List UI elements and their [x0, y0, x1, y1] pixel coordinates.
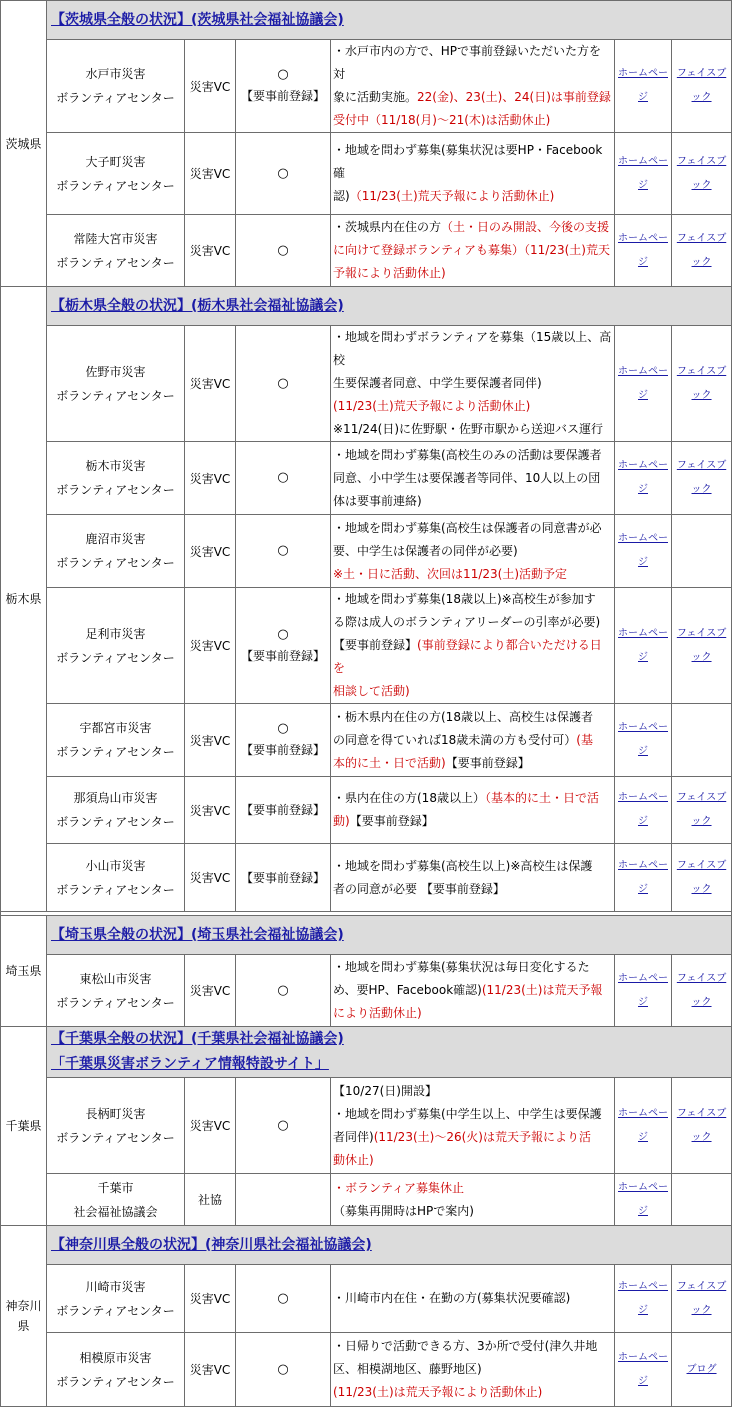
- center-name: 足利市災害 ボランティアセンター: [47, 588, 185, 704]
- registration: ○ 【要事前登録】: [236, 704, 331, 777]
- table-row: [1, 133, 732, 215]
- facebook-link[interactable]: フェイスブック: [672, 40, 732, 133]
- header-tochigi-link[interactable]: 【栃木県全般の状況】(栃木県社会福祉協議会): [51, 298, 344, 314]
- facebook-link[interactable]: フェイスブック: [672, 133, 732, 215]
- registration: ○: [236, 1333, 331, 1407]
- registration: ○ 【要事前登録】: [236, 588, 331, 704]
- facebook-link[interactable]: フェイスブック: [672, 844, 732, 912]
- center-name: 那須烏山市災害 ボランティアセンター: [47, 777, 185, 844]
- homepage-link[interactable]: ホームページ: [615, 215, 672, 287]
- center-name: 小山市災害 ボランティアセンター: [47, 844, 185, 912]
- description: ・地域を問わず募集(高校生以上)※高校生は保護 者の同意が必要 【要事前登録】: [331, 844, 615, 912]
- homepage-link[interactable]: ホームページ: [615, 40, 672, 133]
- center-name: 相模原市災害 ボランティアセンター: [47, 1333, 185, 1407]
- registration: ○: [236, 215, 331, 287]
- table-row: [1, 844, 732, 912]
- center-type: 災害VC: [185, 326, 236, 442]
- center-type: 社協: [185, 1174, 236, 1226]
- registration: ○: [236, 326, 331, 442]
- homepage-link[interactable]: ホームページ: [615, 1265, 672, 1333]
- prefecture-chiba: 千葉県: [1, 1027, 47, 1226]
- center-name: 宇都宮市災害 ボランティアセンター: [47, 704, 185, 777]
- description: ・地域を問わず募集(高校生は保護者の同意書が必 要、中学生は保護者の同伴が必要) ※土・日に活動、次回は11/23(土)活動予定: [331, 515, 615, 588]
- facebook-empty: [672, 1174, 732, 1226]
- table-row: [1, 704, 732, 777]
- header-saitama: [47, 916, 732, 955]
- table-row: [1, 40, 732, 133]
- header-chiba: [47, 1027, 732, 1078]
- center-name: 長柄町災害 ボランティアセンター: [47, 1078, 185, 1174]
- table-row: [1, 777, 732, 844]
- description: ・栃木県内在住の方(18歳以上、高校生は保護者 の同意を得ていれば18歳未満の方も受付可）(基 本的に土・日で活動)【要事前登録】: [331, 704, 615, 777]
- facebook-link[interactable]: フェイスブック: [672, 1078, 732, 1174]
- homepage-link[interactable]: ホームページ: [615, 515, 672, 588]
- center-name: 鹿沼市災害 ボランティアセンター: [47, 515, 185, 588]
- header-saitama-link[interactable]: 【埼玉県全般の状況】(埼玉県社会福祉協議会): [51, 927, 344, 943]
- registration: ○: [236, 133, 331, 215]
- prefecture-tochigi: 栃木県: [1, 287, 47, 912]
- center-name: 常陸大宮市災害 ボランティアセンター: [47, 215, 185, 287]
- facebook-link[interactable]: フェイスブック: [672, 777, 732, 844]
- description: ・地域を問わず募集(募集状況は毎日変化するた め、要HP、Facebook確認)(11/23(土)は荒天予報 により活動休止): [331, 955, 615, 1027]
- description: ・ボランティア募集休止 （募集再開時はHPで案内): [331, 1174, 615, 1226]
- description: 【10/27(日)開設】 ・地域を問わず募集(中学生以上、中学生は要保護 者同伴)(11/23(土)～26(火)は荒天予報により活 動休止): [331, 1078, 615, 1174]
- facebook-link[interactable]: フェイスブック: [672, 326, 732, 442]
- header-chiba-link[interactable]: 【千葉県全般の状況】(千葉県社会福祉協議会): [51, 1031, 344, 1047]
- homepage-link[interactable]: ホームページ: [615, 1078, 672, 1174]
- center-type: 災害VC: [185, 955, 236, 1027]
- homepage-link[interactable]: ホームページ: [615, 442, 672, 515]
- facebook-link[interactable]: フェイスブック: [672, 442, 732, 515]
- center-type: 災害VC: [185, 442, 236, 515]
- description: ・日帰りで活動できる方、3か所で受付(津久井地 区、相模湖地区、藤野地区) (11/23(土)は荒天予報により活動休止): [331, 1333, 615, 1407]
- blog-link[interactable]: ブログ: [672, 1333, 732, 1407]
- homepage-link[interactable]: ホームページ: [615, 955, 672, 1027]
- registration: ○: [236, 442, 331, 515]
- registration: 【要事前登録】: [236, 844, 331, 912]
- table-row: [1, 442, 732, 515]
- facebook-link[interactable]: フェイスブック: [672, 215, 732, 287]
- center-type: 災害VC: [185, 515, 236, 588]
- center-name: 川崎市災害 ボランティアセンター: [47, 1265, 185, 1333]
- homepage-link[interactable]: ホームページ: [615, 326, 672, 442]
- facebook-link[interactable]: フェイスブック: [672, 1265, 732, 1333]
- center-type: 災害VC: [185, 844, 236, 912]
- homepage-link[interactable]: ホームページ: [615, 588, 672, 704]
- center-type: 災害VC: [185, 1078, 236, 1174]
- table-row: [1, 215, 732, 287]
- prefecture-saitama: 埼玉県: [1, 916, 47, 1027]
- center-type: 災害VC: [185, 133, 236, 215]
- registration: [236, 1174, 331, 1226]
- description: ・地域を問わず募集(募集状況は要HP・Facebook確 認)（11/23(土)荒天予報により活動休止): [331, 133, 615, 215]
- header-ibaraki-link[interactable]: 【茨城県全般の状況】(茨城県社会福祉協議会): [51, 12, 344, 28]
- homepage-link[interactable]: ホームページ: [615, 133, 672, 215]
- description: ・県内在住の方(18歳以上）（基本的に土・日で活 動)【要事前登録】: [331, 777, 615, 844]
- registration: 【要事前登録】: [236, 777, 331, 844]
- center-type: 災害VC: [185, 704, 236, 777]
- registration: ○: [236, 1078, 331, 1174]
- header-kanagawa: [47, 1226, 732, 1265]
- table-row: [1, 515, 732, 588]
- homepage-link[interactable]: ホームページ: [615, 1333, 672, 1407]
- center-name: 佐野市災害 ボランティアセンター: [47, 326, 185, 442]
- description: ・地域を問わず募集(高校生のみの活動は要保護者 同意、小中学生は要保護者等同伴、10人以上の団 体は要事前連絡): [331, 442, 615, 515]
- center-name: 栃木市災害 ボランティアセンター: [47, 442, 185, 515]
- homepage-link[interactable]: ホームページ: [615, 1174, 672, 1226]
- facebook-empty: [672, 515, 732, 588]
- registration: ○: [236, 1265, 331, 1333]
- center-type: 災害VC: [185, 40, 236, 133]
- description: ・川崎市内在住・在勤の方(募集状況要確認): [331, 1265, 615, 1333]
- table-row: [1, 1265, 732, 1333]
- registration: ○: [236, 515, 331, 588]
- registration: ○ 【要事前登録】: [236, 40, 331, 133]
- homepage-link[interactable]: ホームページ: [615, 844, 672, 912]
- prefecture-kanagawa: 神奈川 県: [1, 1226, 47, 1407]
- center-name: 大子町災害 ボランティアセンター: [47, 133, 185, 215]
- description: ・地域を問わず募集(18歳以上)※高校生が参加す る際は成人のボランティアリーダーの引率が必要) 【要事前登録】(事前登録により都合いただける日を 相談して活動): [331, 588, 615, 704]
- table-row: [1, 1174, 732, 1226]
- center-type: 災害VC: [185, 588, 236, 704]
- center-name: 水戸市災害 ボランティアセンター: [47, 40, 185, 133]
- center-type: 災害VC: [185, 1333, 236, 1407]
- center-type: 災害VC: [185, 215, 236, 287]
- center-name: 東松山市災害 ボランティアセンター: [47, 955, 185, 1027]
- facebook-link[interactable]: フェイスブック: [672, 588, 732, 704]
- description: ・水戸市内の方で、HPで事前登録いただいた方を対 象に活動実施。22(金)、23(土)、24(日)は事前登録 受付中（11/18(月)～21(木)は活動休止): [331, 40, 615, 133]
- header-kanagawa-link[interactable]: 【神奈川県全般の状況】(神奈川県社会福祉協議会): [51, 1237, 372, 1253]
- header-tochigi: [47, 287, 732, 326]
- chiba-special-site-link[interactable]: 「千葉県災害ボランティア情報特設サイト」: [51, 1056, 329, 1072]
- description: ・地域を問わずボランティアを募集（15歳以上、高校 生要保護者同意、中学生要保護者同伴) (11/23(土)荒天予報により活動休止) ※11/24(日)に佐野駅・佐野市駅から送迎バス運行: [331, 326, 615, 442]
- center-type: 災害VC: [185, 777, 236, 844]
- table-row: [1, 588, 732, 704]
- table-row: [1, 1333, 732, 1407]
- table-row: [1, 326, 732, 442]
- prefecture-ibaraki: 茨城県: [1, 1, 47, 287]
- facebook-link[interactable]: フェイスブック: [672, 955, 732, 1027]
- homepage-link[interactable]: ホームページ: [615, 704, 672, 777]
- description: ・茨城県内在住の方（土・日のみ開設、今後の支援 に向けて登録ボランティアも募集）（11/23(土)荒天 予報により活動休止): [331, 215, 615, 287]
- center-type: 災害VC: [185, 1265, 236, 1333]
- homepage-link[interactable]: ホームページ: [615, 777, 672, 844]
- header-ibaraki: [47, 1, 732, 40]
- table-row: [1, 1078, 732, 1174]
- registration: ○: [236, 955, 331, 1027]
- facebook-empty: [672, 704, 732, 777]
- center-name: 千葉市 社会福祉協議会: [47, 1174, 185, 1226]
- table-row: [1, 955, 732, 1027]
